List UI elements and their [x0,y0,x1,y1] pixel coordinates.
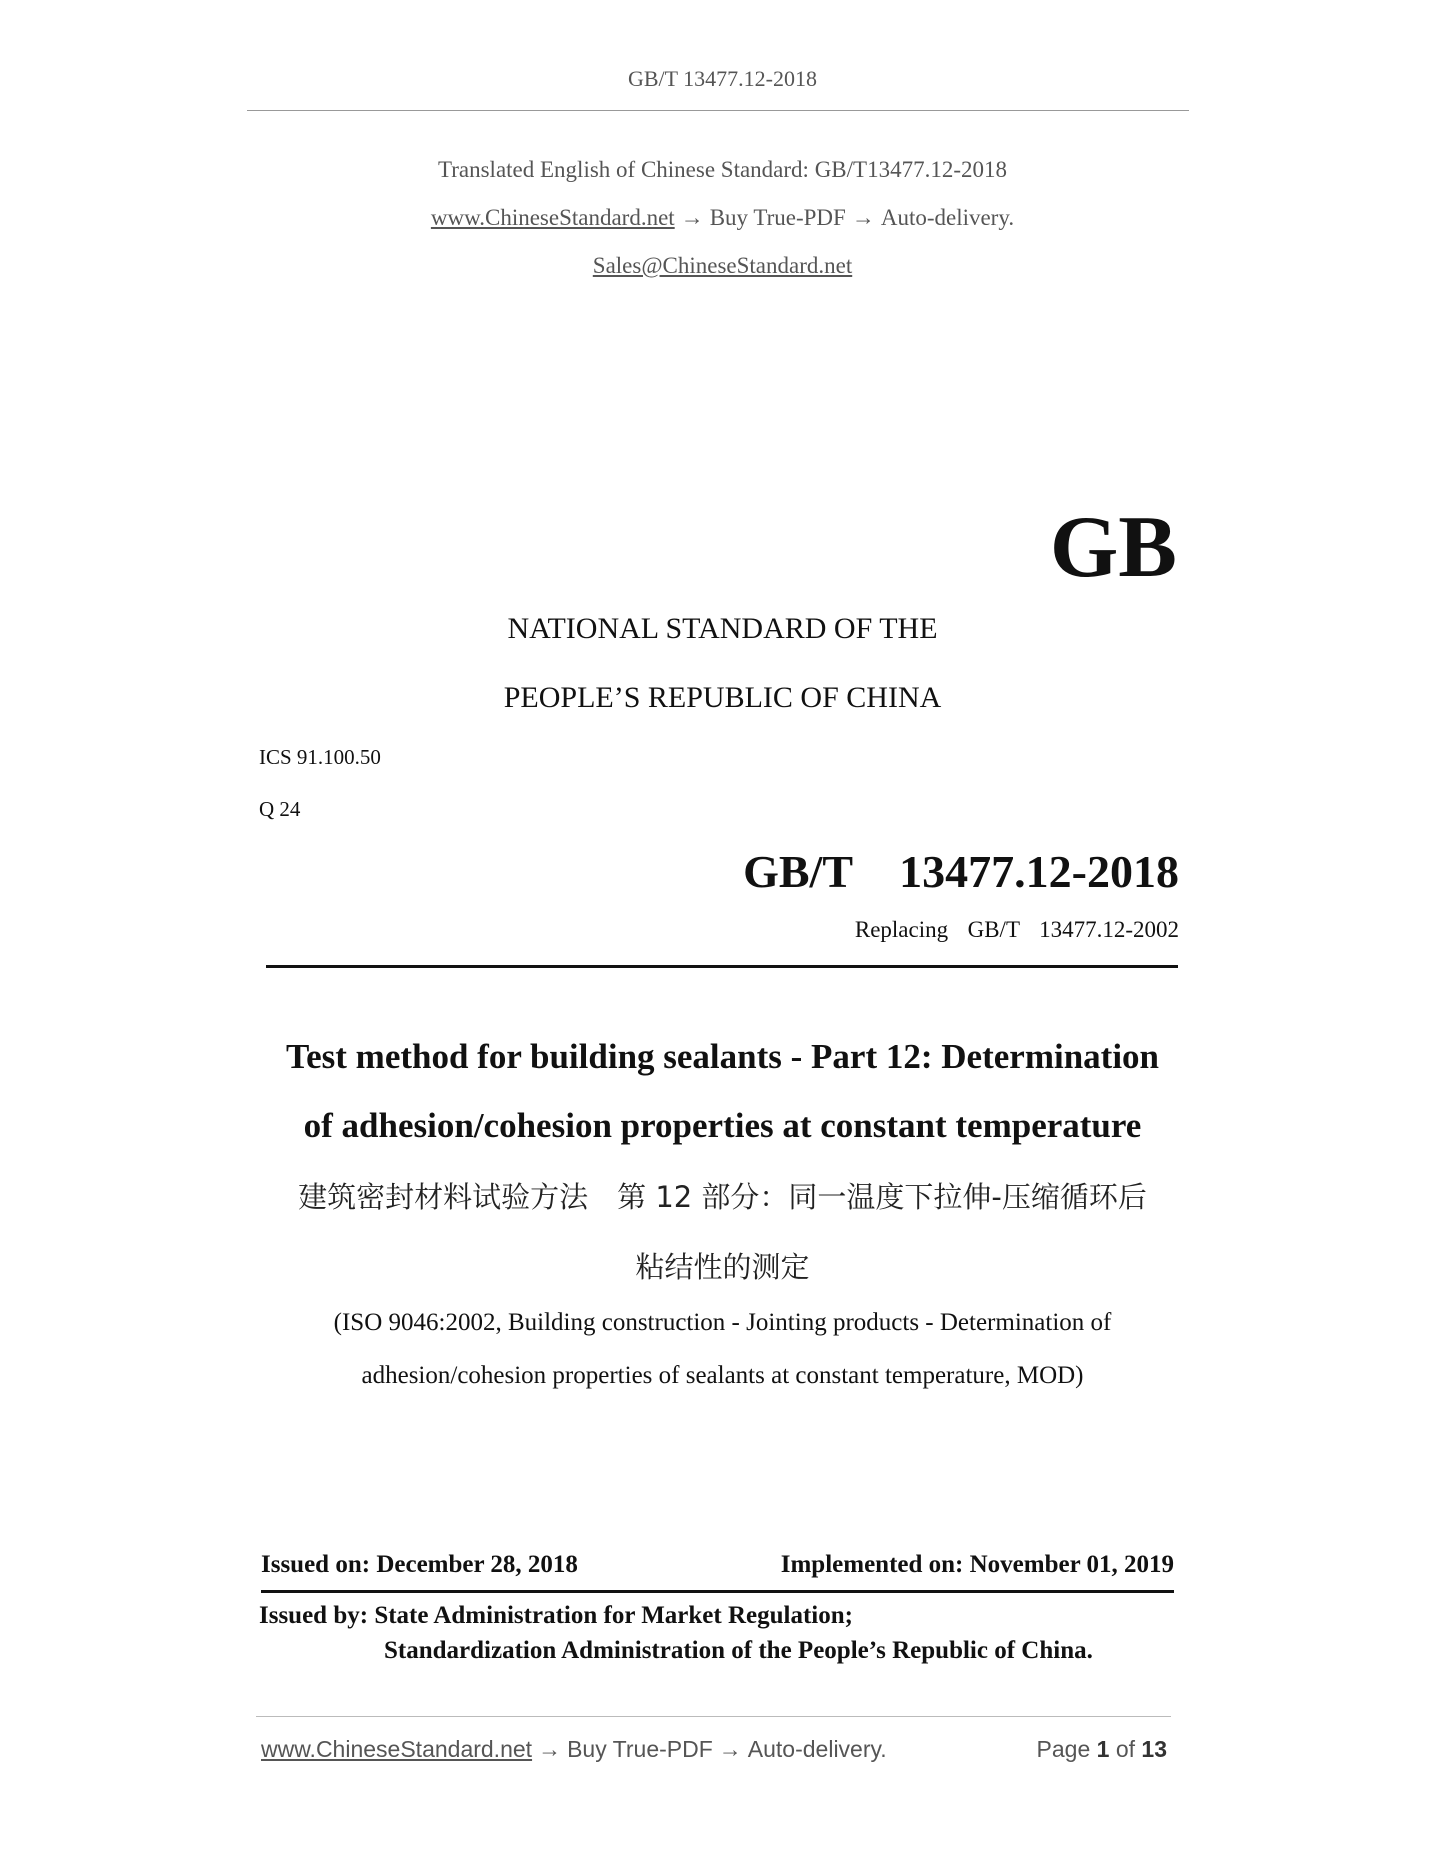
replacing-standard: Replacing GB/T 13477.12-2002 [854,917,1179,942]
footer-auto-text: Auto-delivery. [747,1736,887,1762]
auto-delivery-text: Auto-delivery. [880,205,1015,230]
standard-number: GB/T 13477.12-2018 [743,846,1179,897]
footer-buy-text: Buy True-PDF [567,1736,713,1762]
arrow-right-icon: → [851,205,875,230]
footer-purchase-line [261,1736,887,1763]
title-en-line-1: Test method for building sealants - Part 12: Determination [285,1037,1160,1076]
issued-on-date: Issued on: December 28, 2018 [261,1551,578,1578]
classification-code: Q 24 [259,797,301,821]
footer-site-link[interactable]: www.ChineseStandard.net [261,1736,533,1762]
implemented-on-date: Implemented on: November 01, 2019 [780,1551,1174,1578]
issue-divider [261,1590,1174,1593]
title-cn-line-1: 建筑密封材料试验方法 第 12 部分：同一温度下拉伸-压缩循环后 [298,1180,1147,1214]
page-total: 13 [1141,1736,1167,1762]
page-current: 1 [1096,1736,1110,1762]
arrow-right-icon: → [680,205,704,230]
footer-divider [256,1716,1171,1717]
iso-reference-line-1: (ISO 9046:2002, Building construction - Jointing products - Determination of [333,1309,1112,1336]
running-header: GB/T 13477.12-2018 [627,66,818,91]
header-divider [247,110,1189,111]
national-standard-line-1: NATIONAL STANDARD OF THE [507,612,938,645]
title-divider [266,965,1178,968]
national-standard-line-2: PEOPLE’S REPUBLIC OF CHINA [503,681,942,714]
issued-by-line-1: Issued by: State Administration for Market Regulation; [259,1602,853,1629]
page-indicator [1037,1736,1167,1763]
title-cn-line-2: 粘结性的测定 [635,1250,810,1284]
ics-code: ICS 91.100.50 [259,745,381,769]
sales-email-link[interactable]: Sales@ChineseStandard.net [592,253,853,278]
page-label: Page [1036,1736,1091,1762]
translation-notice: Translated English of Chinese Standard: GB/T13477.12-2018 [438,157,1007,182]
page-of: of [1115,1736,1136,1762]
title-en-line-2: of adhesion/cohesion properties at constant temperature [303,1106,1142,1145]
buy-text: Buy True-PDF [709,205,846,230]
purchase-line [0,205,1445,231]
issued-by-line-2: Standardization Administration of the People’s Republic of China. [384,1637,1093,1664]
site-link[interactable]: www.ChineseStandard.net [430,205,675,230]
arrow-right-icon: → [718,1736,742,1762]
iso-reference-line-2: adhesion/cohesion properties of sealants at constant temperature, MOD) [361,1362,1084,1389]
gb-logo: GB [1049,499,1177,596]
sales-email-line [0,253,1445,279]
arrow-right-icon: → [538,1736,562,1762]
